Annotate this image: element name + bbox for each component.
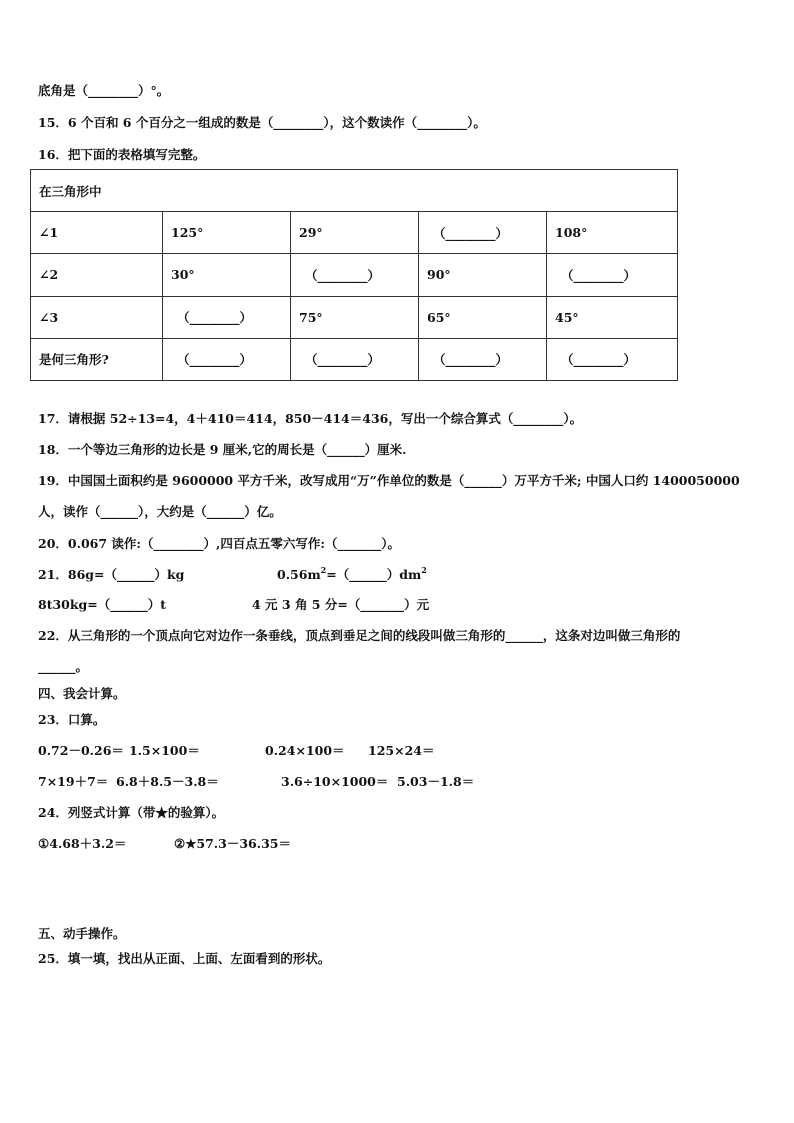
answer-blank[interactable]: （________）	[163, 338, 291, 380]
angle-question-continuation: 底角是（________）°。	[38, 83, 170, 98]
triangle-table	[30, 169, 678, 381]
table-cell: 30°	[163, 254, 291, 296]
question-21-c: 8t30kg=（______）t	[38, 597, 167, 612]
answer-blank[interactable]: （________）	[547, 254, 678, 296]
table-row	[31, 254, 678, 296]
question-15: 15．6 个百和 6 个百分之一组成的数是（________），这个数读作（________）。	[38, 115, 486, 130]
vertical-calc-1: ①4.68＋3.2＝	[38, 836, 127, 851]
table-cell: 125°	[163, 212, 291, 254]
row-label: ∠1	[31, 212, 163, 254]
answer-blank[interactable]: （________）	[163, 296, 291, 338]
calc-1c: 0.24×100＝	[265, 743, 345, 758]
answer-blank[interactable]: （________）	[419, 338, 547, 380]
question-18: 18．一个等边三角形的边长是 9 厘米,它的周长是（______）厘米.	[38, 442, 407, 457]
calc-2c: 3.6÷10×1000＝	[281, 774, 389, 789]
table-row	[31, 296, 678, 338]
question-25: 25．填一填，找出从正面、上面、左面看到的形状。	[38, 951, 331, 966]
question-22-line1: 22．从三角形的一个顶点向它对边作一条垂线，顶点到垂足之间的线段叫做三角形的______，这条对边叫做三角形的	[38, 628, 681, 643]
q21b-superscript: 2	[320, 565, 327, 575]
question-20: 20．0.067 读作:（________）,四百点五零六写作:（_______）。	[38, 536, 400, 551]
calc-1d: 125×24＝	[368, 743, 435, 758]
q21b-value: 0.56m	[277, 567, 321, 582]
calc-1b: 1.5×100＝	[129, 743, 200, 758]
question-17: 17．请根据 52÷13=4，4＋410＝414，850－414＝436，写出一个综合算式（________）。	[38, 411, 583, 426]
calc-2a: 7×19＋7＝	[38, 774, 109, 789]
question-23: 23．口算。	[38, 712, 106, 727]
row-label: ∠3	[31, 296, 163, 338]
table-cell: 108°	[547, 212, 678, 254]
section-4-heading: 四、我会计算。	[38, 686, 126, 701]
table-header: 在三角形中	[31, 170, 678, 212]
table-cell: 29°	[291, 212, 419, 254]
vertical-calc-2: ②★57.3－36.35＝	[174, 836, 291, 851]
answer-blank[interactable]: （________）	[291, 254, 419, 296]
table-row	[31, 212, 678, 254]
question-21-d: 4 元 3 角 5 分=（_______）元	[252, 597, 430, 612]
section-5-heading: 五、动手操作。	[38, 926, 126, 941]
calc-2d: 5.03－1.8＝	[397, 774, 475, 789]
question-21-b	[277, 567, 427, 583]
table-cell: 65°	[419, 296, 547, 338]
calc-2b: 6.8＋8.5－3.8＝	[116, 774, 219, 789]
calc-1a: 0.72－0.26＝	[38, 743, 124, 758]
answer-blank[interactable]: （________）	[547, 338, 678, 380]
table-header-row	[31, 170, 678, 212]
q21b-blank: =（______）dm	[326, 567, 422, 582]
question-19-line2: 人，读作（______），大约是（______）亿。	[38, 504, 282, 519]
row-label: 是何三角形?	[31, 338, 163, 380]
row-label: ∠2	[31, 254, 163, 296]
table-cell: 90°	[419, 254, 547, 296]
answer-blank[interactable]: （________）	[419, 212, 547, 254]
question-19-line1: 19．中国国土面积约是 9600000 平方千米，改写成用“万”作单位的数是（______）万平方千米; 中国人口约 1400050000	[38, 473, 740, 488]
q21b-superscript-2: 2	[421, 565, 427, 575]
question-16: 16．把下面的表格填写完整。	[38, 147, 206, 162]
table-row	[31, 338, 678, 380]
question-24: 24．列竖式计算（带★的验算）。	[38, 805, 225, 820]
question-21-a: 21．86g=（______）kg	[38, 567, 185, 582]
answer-blank[interactable]: （________）	[291, 338, 419, 380]
table-cell: 45°	[547, 296, 678, 338]
question-22-line2: ______。	[38, 659, 89, 674]
table-cell: 75°	[291, 296, 419, 338]
